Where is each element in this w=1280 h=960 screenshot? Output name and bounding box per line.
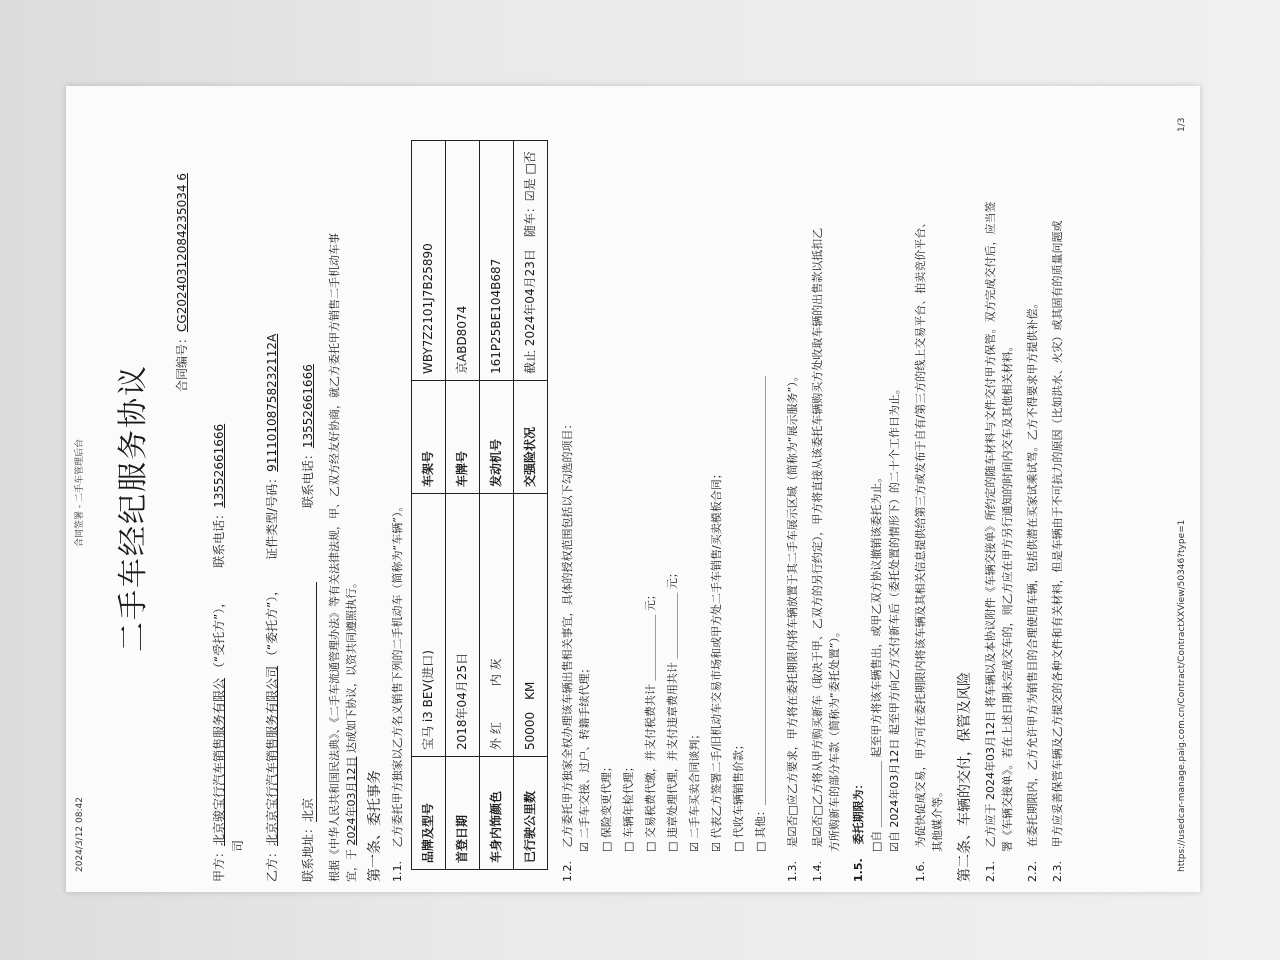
section-1-4 xyxy=(811,228,826,882)
section-2-1 xyxy=(984,202,999,882)
section-2-3-num: 2.3. xyxy=(1051,861,1064,882)
section-1-6-num: 1.6. xyxy=(914,861,927,882)
contract-number xyxy=(174,173,190,392)
vehicle-label: 品牌及型号 xyxy=(412,757,446,870)
section-1-2-num: 1.2. xyxy=(561,861,574,882)
section-1-3-text: 是☑否□应乙方要求，甲方将在委托期限内将车辆放置于其二手车展示区域（简称为“展示服务”）。 xyxy=(786,370,799,848)
preamble-line-1: 根据《中华人民共和国民法典》、《二手车流通管理办法》等有关法律法规，甲、乙双方经友好协商，就乙方委托甲方销售二手机动车事 xyxy=(328,233,341,882)
vehicle-value: 京ABD8074 xyxy=(446,141,480,381)
table-row xyxy=(412,141,446,870)
authorization-option[interactable]: □ 保险变更代理； xyxy=(600,761,613,852)
article-1-title: 第一条、委托事务 xyxy=(367,770,383,882)
address-value: 北京 xyxy=(300,582,317,822)
authorization-option[interactable]: □ 代收车辆销售价款； xyxy=(732,739,745,852)
party-a-phone: 13552661666 xyxy=(212,423,226,508)
authorization-option[interactable]: □ 违章处理代理，并支付违章费用共计 ＿＿＿＿＿＿ 元； xyxy=(666,567,679,852)
term-option[interactable]: ☑自 2024年03月12日 起至甲方向乙方交付新车后（委托处置的情形下）的二十个工作日为止。 xyxy=(888,383,901,852)
preamble-line-2 xyxy=(345,577,360,882)
section-1-6-line1: 为促快促成交易，甲方可在委托期限内将该车辆及其相关信息提供给第三方或发布于自有/第三方的线上交易平台、拍卖竞价平台、 xyxy=(914,216,927,848)
party-b-label: 乙方： xyxy=(265,845,279,882)
section-1-2 xyxy=(561,419,576,883)
party-a-row xyxy=(211,424,227,882)
document-title: 二手车经纪服务协议 xyxy=(116,364,151,652)
section-2-2-num: 2.2. xyxy=(1026,861,1039,882)
vehicle-label: 已行驶公里数 xyxy=(514,757,548,870)
authorization-option[interactable]: □ 交易税费代缴，并支付税费共计 ＿＿＿＿＿＿ 元； xyxy=(644,589,657,852)
table-row xyxy=(446,141,480,870)
vehicle-table xyxy=(411,140,548,870)
section-1-1 xyxy=(391,501,406,882)
section-2-1-num: 2.1. xyxy=(984,861,997,882)
party-b-id-label: 证件类型/号码： xyxy=(265,471,279,560)
vehicle-value: 宝马 i3 BEV(进口) xyxy=(412,494,446,757)
section-1-5-num: 1.5. xyxy=(852,858,865,882)
contract-number-value: CG20240312084235034 6 xyxy=(175,173,189,332)
term-option[interactable]: □自 ＿＿＿＿＿＿ 起至甲方将该车辆售出，或甲乙双方协议撤销该委托为止。 xyxy=(870,471,883,852)
section-1-4-line2: 方所购新车的部分车款（简称为“委托处置”）。 xyxy=(828,626,841,852)
section-1-4-line1: 是☑否□乙方将从甲方购买新车（取决于甲、乙双方的另行约定），甲方将直接从该委托车辆购买方处收取车辆的出售款以抵扣乙 xyxy=(811,227,824,848)
address-row xyxy=(300,364,317,882)
address-phone: 13552661666 xyxy=(301,364,315,449)
vehicle-value: 2018年04月25日 xyxy=(446,494,480,757)
section-1-2-text: 乙方委托甲方独家全权办理该车辆出售相关事宜，具体的授权范围包括以下勾选的项目： xyxy=(561,418,574,848)
vehicle-value: 161P25BE104B687 xyxy=(480,141,514,381)
vehicle-value: 截止 2024年04月23日 随车：☑是 □否 xyxy=(514,141,548,381)
authorization-option[interactable]: □ 车辆年检代理； xyxy=(622,761,635,852)
section-1-6-line2: 其他媒介等。 xyxy=(931,786,944,852)
contract-document xyxy=(66,92,1196,892)
preamble-prefix: 宜，于 xyxy=(345,849,358,882)
vehicle-label: 发动机号 xyxy=(480,381,514,494)
party-b-row xyxy=(264,334,280,882)
print-datetime: 2024/3/12 08:42 xyxy=(75,797,85,872)
preamble-date: 2024年03月12日 xyxy=(345,756,358,846)
vehicle-label: 车牌号 xyxy=(446,381,480,494)
section-1-1-num: 1.1. xyxy=(391,861,404,882)
section-2-2 xyxy=(1026,298,1041,883)
party-b-id: 91110108758232112A xyxy=(265,333,279,472)
vehicle-value: 外 红 内 灰 xyxy=(480,494,514,757)
party-b-role: （“委托方”）， xyxy=(265,583,279,663)
address-phone-label: 联系电话： xyxy=(301,448,315,509)
party-a-name: 北京骏宝行汽车销售服务有限公 xyxy=(212,677,226,846)
party-a-label: 甲方： xyxy=(212,845,226,882)
section-1-6 xyxy=(914,217,929,882)
section-2-1-line1: 乙方应于 2024年03月12日 将车辆以及本协议附件《车辆交接单》所约定的随车材料与文件交付甲方保管。双方完成交付后，应当签 xyxy=(984,201,997,848)
vehicle-label: 交强险状况 xyxy=(514,381,548,494)
section-2-2-text: 在委托期限内，乙方允许甲方为销售目的合理使用车辆，包括供潜在买家试乘试驾。乙方不得要求甲方提供补偿。 xyxy=(1026,297,1039,848)
section-2-3 xyxy=(1051,221,1066,883)
authorization-option[interactable]: □ 其他：＿＿＿＿＿＿＿＿＿＿＿＿＿＿＿＿＿＿＿＿＿＿＿＿＿＿＿＿＿＿＿＿＿＿＿＿＿＿＿ xyxy=(754,376,767,852)
vehicle-label: 首登日期 xyxy=(446,757,480,870)
vehicle-label: 车架号 xyxy=(412,381,446,494)
party-a-phone-label: 联系电话： xyxy=(212,507,226,568)
print-header: 合同签署 - 二手车管理后台 xyxy=(75,439,85,547)
section-1-4-num: 1.4. xyxy=(811,861,824,882)
vehicle-value: WBY7Z2101J7B25890 xyxy=(412,141,446,381)
contract-number-label: 合同编号： xyxy=(175,331,189,392)
vehicle-value: 50000 KM xyxy=(514,494,548,757)
party-a-role: （“受托方”）， xyxy=(212,595,226,675)
section-2-3-text: 甲方应妥善保管车辆及乙方提交的各种文件和有关材料，但是车辆由于不可抗力的原因（比如洪水、火灾）或其固有的质量问题或 xyxy=(1051,220,1064,848)
authorization-option[interactable]: ☑ 代表乙方签署二手/旧机动车交易市场和或甲方处二手车销售/买卖模板合同； xyxy=(710,468,723,852)
section-1-3 xyxy=(786,370,801,882)
address-label: 联系地址： xyxy=(301,821,315,882)
table-row xyxy=(514,141,548,870)
page-number: 1/3 xyxy=(1177,117,1187,132)
contract-paper xyxy=(66,86,1200,892)
party-b-name: 北京京宝行汽车销售服务有限公司 xyxy=(265,665,279,846)
section-1-1-text: 乙方委托甲方独家以乙方名义销售下列的二手机动车（简称为“车辆”）。 xyxy=(391,500,404,848)
article-2-title: 第二条、车辆的交付，保管及风险 xyxy=(957,672,973,882)
authorization-option[interactable]: ☑ 二手车交接、过户、转籍手续代理； xyxy=(578,662,591,852)
vehicle-label: 车身内饰颜色 xyxy=(480,757,514,870)
print-url: https://usedcar-manage.paig.com.cn/Contract/ContractXXView/50346?type=1 xyxy=(1177,519,1187,872)
section-1-5-title: 委托期限为： xyxy=(852,778,865,845)
party-a-name-cont: 司 xyxy=(231,839,245,852)
section-1-5 xyxy=(852,778,867,882)
section-1-3-num: 1.3. xyxy=(786,861,799,882)
preamble-suffix: 达成如下协议，以资共同遵照执行。 xyxy=(345,577,358,753)
table-row xyxy=(480,141,514,870)
section-2-1-line2: 署《车辆交接单》。若在上述日期未完成交车的，则乙方应在甲方另行通知的时间内交车及其他相关材料。 xyxy=(1001,340,1014,852)
authorization-option[interactable]: ☑ 二手车买卖合同谈判； xyxy=(688,728,701,852)
